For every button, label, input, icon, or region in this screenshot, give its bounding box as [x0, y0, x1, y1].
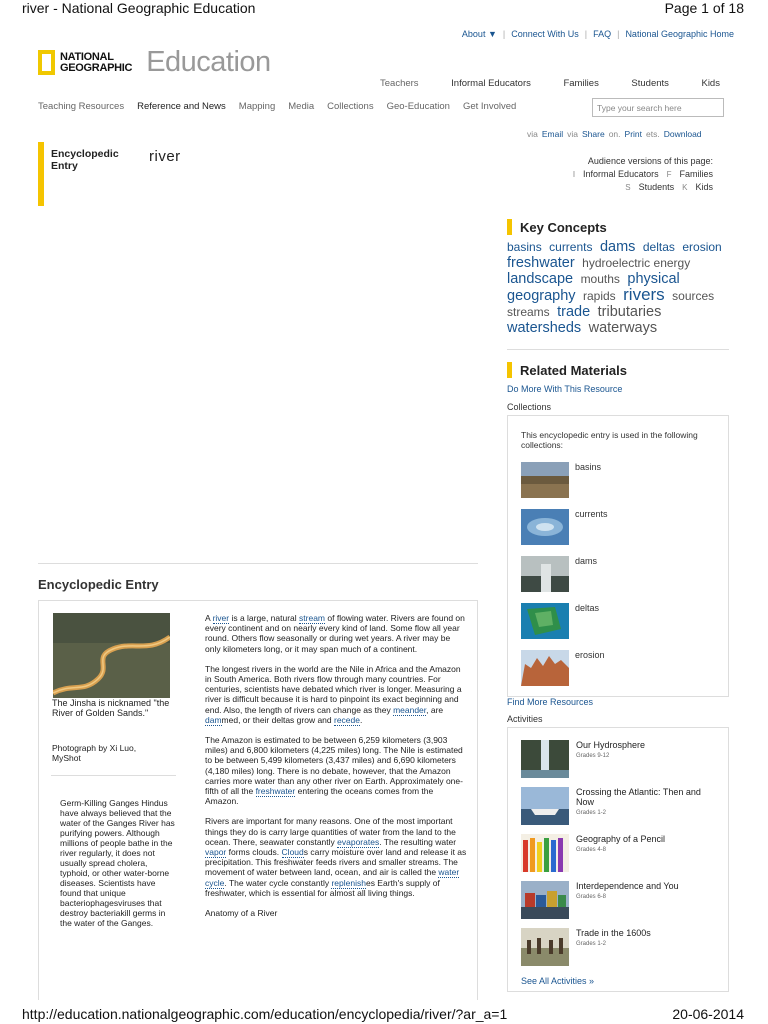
- nav-kids[interactable]: Kids: [701, 78, 720, 89]
- collection-item-deltas[interactable]: [521, 603, 721, 639]
- divider: [51, 775, 176, 776]
- activity-grade: Grades 4-8: [576, 847, 607, 853]
- photo-credit: Photograph by Xi Luo, MyShot: [52, 743, 137, 763]
- about-link[interactable]: About ▼: [461, 29, 497, 39]
- version-informal-educators[interactable]: Informal Educators: [583, 169, 659, 179]
- print-page-number: Page 1 of 18: [664, 0, 744, 16]
- print-footer: [0, 1006, 768, 1024]
- collection-item-dams[interactable]: [521, 556, 721, 592]
- activities-box: [507, 727, 729, 992]
- tag-link[interactable]: dams: [599, 239, 636, 255]
- find-more-resources-link[interactable]: Find More Resources: [507, 697, 594, 707]
- download-link[interactable]: Download: [663, 129, 702, 139]
- connect-link[interactable]: Connect With Us: [511, 29, 579, 39]
- nav-mapping[interactable]: Mapping: [238, 101, 276, 112]
- activity-item[interactable]: [521, 740, 726, 778]
- glossary-link[interactable]: replenish: [331, 877, 366, 888]
- logo-wordmark: NATIONAL GEOGRAPHIC: [60, 50, 133, 74]
- activity-item[interactable]: [521, 787, 726, 825]
- trade-thumbnail: [521, 928, 569, 966]
- hydrosphere-thumbnail: [521, 740, 569, 778]
- paragraph: Rivers are important for many reasons. One of the most important things they do is carry large quantities of water from the land to the ocean. There, seawater constantly evaporates. The resulting water vapor forms clouds. Clouds carry moisture over land and release it as precipitation. This freshwater feeds rivers and smaller streams. The movement of water between land, ocean, and air is called the water cycle. The water cycle constantly replenishes Earth's supply of freshwater, which is essential for almost all living things.: [205, 816, 467, 898]
- heading-accent-bar: [507, 362, 512, 378]
- see-all-activities-link[interactable]: See All Activities »: [521, 976, 595, 986]
- utility-links: [462, 29, 734, 39]
- atlantic-thumbnail: [521, 787, 569, 825]
- tag-link[interactable]: currents: [549, 240, 593, 254]
- content-type-label: Encyclopedic Entry: [51, 148, 119, 172]
- print-header: [0, 0, 768, 18]
- activity-title: Interdependence and You: [576, 881, 679, 891]
- tag-link[interactable]: streams: [507, 305, 550, 319]
- glossary-link[interactable]: dam: [205, 714, 222, 725]
- key-concepts-heading: Key Concepts: [507, 219, 607, 235]
- glossary-link[interactable]: vapor: [205, 847, 227, 858]
- dams-thumbnail: [521, 556, 569, 592]
- nav-teaching-resources[interactable]: Teaching Resources: [38, 101, 125, 112]
- search-input[interactable]: Type your search here: [592, 98, 724, 117]
- river-photo[interactable]: [53, 613, 170, 698]
- related-materials-heading: Related Materials: [507, 362, 627, 378]
- glossary-link[interactable]: stream: [299, 613, 326, 623]
- paragraph: A river is a large, natural stream of flowing water. Rivers are found on every continent and on nearly every kind of land. Some flow all year round. Others flow seasonally or during wet years. A river may be only kilometers long, or it may span much of a continent.: [205, 613, 465, 654]
- activity-title: Geography of a Pencil: [576, 834, 666, 844]
- activity-item[interactable]: [521, 834, 726, 872]
- interdependence-thumbnail: [521, 881, 569, 919]
- fact-sidebar: Germ-Killing Ganges Hindus have always believed that the water of the Ganges River has purifying powers. Although millions of people bathe in the river regularly, it does not usually spread cholera, typhoid, or other water-borne diseases. Scientists have found that unique bacteriophagesviruses that destroy bacteriakill germs in the water of the Ganges.: [60, 798, 175, 928]
- basins-thumbnail: [521, 462, 569, 498]
- nav-students[interactable]: Students: [631, 78, 669, 89]
- nav-reference-and-news[interactable]: Reference and News: [137, 101, 226, 112]
- glossary-link[interactable]: Cloud: [281, 847, 304, 858]
- nav-media[interactable]: Media: [288, 101, 315, 112]
- collection-label: deltas: [575, 603, 600, 613]
- tag-link[interactable]: rapids: [582, 289, 616, 303]
- print-url: http://education.nationalgeographic.com/education/encyclopedia/river/?ar_a=1: [22, 1006, 508, 1022]
- natgeo-home-link[interactable]: National Geographic Home: [625, 29, 734, 39]
- print-page-title: river - National Geographic Education: [22, 0, 256, 16]
- paragraph: The longest rivers in the world are the Nile in Africa and the Amazon in South America. Both rivers flow through many countries. For centuries, scientists have debated which river is longer. Measuring a river is difficult because it is hard to pinpoint its exact beginning and end. Also, the length of rivers can change as they meander, are dammed, or their deltas grow and recede.: [205, 663, 462, 725]
- encyclopedic-entry-heading: Encyclopedic Entry: [38, 577, 159, 592]
- do-more-link[interactable]: Do More With This Resource: [507, 384, 623, 394]
- audience-marker: I: [572, 170, 576, 179]
- tag-link[interactable]: deltas: [642, 240, 675, 254]
- separator: |: [502, 29, 506, 39]
- deltas-thumbnail: [521, 603, 569, 639]
- activity-grade: Grades 9-12: [576, 753, 610, 759]
- tag-link[interactable]: erosion: [682, 240, 722, 254]
- version-kids[interactable]: Kids: [695, 182, 713, 192]
- pencil-thumbnail: [521, 834, 569, 872]
- activity-grade: Grades 1-2: [576, 941, 607, 947]
- tag-link[interactable]: tributaries: [597, 304, 662, 320]
- glossary-link[interactable]: evaporates: [337, 836, 380, 847]
- currents-thumbnail: [521, 509, 569, 545]
- glossary-link[interactable]: river: [212, 613, 230, 623]
- yellow-frame-icon: [38, 50, 55, 75]
- collection-label: dams: [575, 556, 598, 566]
- separator: |: [617, 29, 620, 39]
- paragraph: The Amazon is estimated to be between 6,259 kilometers (3,903 miles) and 6,800 kilometers (4,225 miles) long. The Nile is estimated to be between 5,499 kilometers (3,437 miles) and 6,690 kilometers (4,180 miles) long. There is no debate, however, that the Amazon carries more water than any other river on Earth. Approximately one-fifth of all the freshwater entering the oceans comes from the Amazon.: [205, 735, 463, 807]
- glossary-link[interactable]: freshwater: [255, 786, 296, 797]
- collection-item-erosion[interactable]: [521, 650, 721, 686]
- version-families[interactable]: Families: [679, 169, 713, 179]
- collections-intro: This encyclopedic entry is used in the following collections:: [521, 430, 698, 450]
- key-concepts-tag-cloud: [507, 239, 729, 336]
- nav-collections[interactable]: Collections: [327, 101, 374, 112]
- print-date: 20-06-2014: [672, 1006, 744, 1022]
- nav-informal-educators[interactable]: Informal Educators: [451, 78, 531, 89]
- tag-link[interactable]: freshwater: [507, 255, 575, 271]
- audience-nav: [372, 78, 728, 89]
- nav-get-involved[interactable]: Get Involved: [462, 101, 517, 112]
- activity-title: Crossing the Atlantic: Then and Now: [576, 787, 701, 807]
- tag-link[interactable]: waterways: [588, 320, 658, 336]
- article-body: [205, 613, 467, 928]
- faq-link[interactable]: FAQ: [593, 29, 612, 39]
- collection-item-currents[interactable]: [521, 509, 721, 545]
- share-link[interactable]: Share: [582, 129, 605, 139]
- share-toolbar: via Email via Share on. Print ets. Download: [527, 129, 702, 139]
- collection-label: basins: [575, 462, 602, 472]
- collections-box: [507, 415, 729, 697]
- erosion-thumbnail: [521, 650, 569, 686]
- separator: |: [584, 29, 588, 39]
- logo-section-name: Education: [146, 46, 271, 78]
- glossary-link[interactable]: meander: [393, 704, 427, 715]
- site-logo[interactable]: [38, 46, 271, 79]
- tag-link[interactable]: trade: [557, 304, 591, 320]
- collection-item-basins[interactable]: [521, 462, 721, 498]
- tag-link[interactable]: landscape: [507, 271, 574, 287]
- activity-item[interactable]: [521, 881, 726, 919]
- nav-geo-education[interactable]: Geo-Education: [386, 101, 450, 112]
- tag-link[interactable]: hydroelectric energy: [582, 256, 691, 270]
- tag-link[interactable]: sources: [672, 289, 715, 303]
- collection-label: erosion: [575, 650, 605, 660]
- tag-link[interactable]: physical geography: [507, 271, 680, 304]
- photo-caption: The Jinsha is nicknamed "the River of Golden Sands.": [52, 698, 170, 718]
- encyclopedic-entry-box: [38, 600, 478, 1000]
- glossary-link[interactable]: water cycle: [205, 867, 460, 888]
- activity-title: Our Hydrosphere: [576, 740, 646, 750]
- tag-link[interactable]: basins: [507, 240, 542, 254]
- divider: [38, 563, 478, 564]
- activity-title: Trade in the 1600s: [576, 928, 651, 938]
- print-link[interactable]: Print: [624, 129, 643, 139]
- audience-marker: F: [666, 170, 672, 179]
- audience-marker: S: [625, 183, 631, 192]
- divider: [507, 349, 729, 350]
- glossary-link[interactable]: recede: [334, 714, 360, 725]
- activities-label: Activities: [507, 714, 543, 724]
- activity-grade: Grades 6-8: [576, 894, 607, 900]
- nav-families[interactable]: Families: [563, 78, 599, 89]
- nav-teachers[interactable]: Teachers: [380, 78, 419, 89]
- heading-accent-bar: [507, 219, 512, 235]
- audience-versions-heading: Audience versions of this page:: [587, 156, 713, 166]
- tag-link[interactable]: mouths: [580, 272, 620, 286]
- activity-item[interactable]: [521, 928, 726, 966]
- main-nav: [38, 101, 529, 112]
- tag-link[interactable]: watersheds: [507, 320, 582, 336]
- subheading: Anatomy of a River: [205, 908, 278, 919]
- page-title: river: [149, 148, 181, 165]
- email-link[interactable]: Email: [541, 129, 564, 139]
- title-accent-bar: [38, 142, 44, 206]
- activity-grade: Grades 1-2: [576, 810, 607, 816]
- tag-link[interactable]: rivers: [623, 285, 665, 304]
- audience-marker: K: [682, 183, 688, 192]
- version-students[interactable]: Students: [638, 182, 675, 192]
- audience-versions: [520, 155, 713, 194]
- collection-label: currents: [575, 509, 608, 519]
- collections-label: Collections: [507, 402, 552, 412]
